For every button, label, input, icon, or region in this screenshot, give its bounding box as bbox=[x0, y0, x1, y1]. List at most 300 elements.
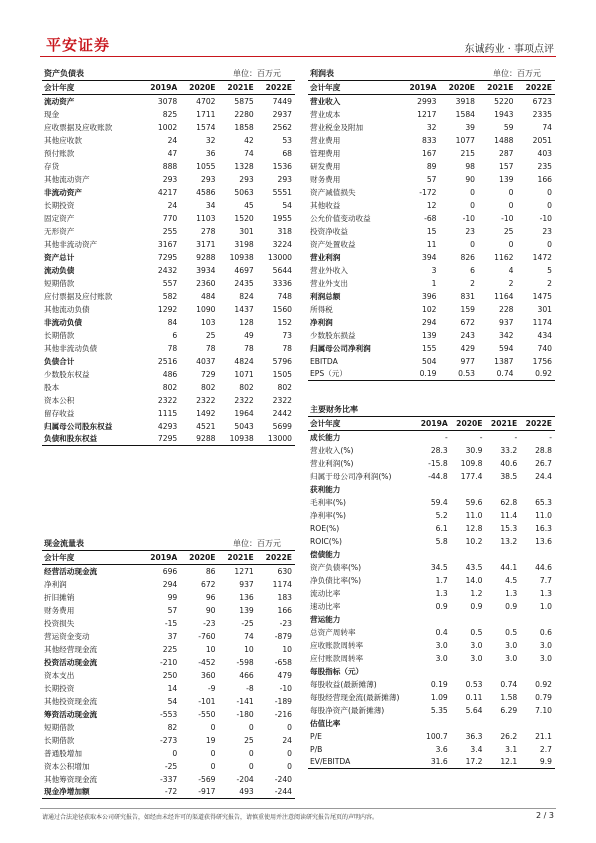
row-label: 应收票据及应收账款 bbox=[44, 122, 113, 132]
cash-flow-title: 现金流量表 bbox=[44, 539, 84, 548]
row-label: 应付账款周转率 bbox=[310, 653, 364, 663]
row-value: 10938 bbox=[229, 252, 254, 262]
row-value: - bbox=[445, 432, 448, 442]
row-value: 10 bbox=[244, 644, 254, 654]
row-value: 0.74 bbox=[500, 679, 518, 689]
row-value: 4.5 bbox=[505, 575, 518, 585]
row-value: 396 bbox=[422, 291, 437, 301]
row-value: -10 bbox=[539, 213, 552, 223]
header-year: 2021E bbox=[219, 81, 257, 95]
row-value: 5.35 bbox=[430, 705, 448, 715]
row-value: 1505 bbox=[272, 369, 292, 379]
row-value: 7.7 bbox=[539, 575, 552, 585]
row-label: 其他收益 bbox=[310, 200, 341, 210]
row-label: 应付票据及应付账款 bbox=[44, 291, 113, 301]
row-value: 1217 bbox=[417, 109, 437, 119]
table-row bbox=[42, 199, 295, 212]
row-value bbox=[520, 548, 555, 561]
row-value: 139 bbox=[239, 605, 254, 615]
table-row bbox=[42, 134, 295, 147]
row-value: 2.7 bbox=[539, 744, 552, 754]
row-value: 34.5 bbox=[430, 562, 448, 572]
row-value: 25 bbox=[503, 226, 514, 236]
row-value: 3224 bbox=[272, 239, 292, 249]
row-value bbox=[520, 717, 555, 730]
row-value: 10938 bbox=[219, 433, 257, 446]
table-row bbox=[308, 470, 555, 483]
row-value: - bbox=[549, 432, 552, 442]
row-value: 42 bbox=[244, 135, 254, 145]
row-value: 44.6 bbox=[535, 562, 552, 572]
row-value: 84 bbox=[167, 317, 178, 327]
row-value: -23 bbox=[279, 618, 292, 628]
table-header-row bbox=[308, 417, 555, 431]
row-value: 23 bbox=[542, 226, 552, 236]
row-label: 少数股东损益 bbox=[310, 330, 356, 340]
row-value bbox=[451, 717, 486, 730]
row-label: 其他应收款 bbox=[44, 135, 82, 145]
row-label: 总资产周转率 bbox=[310, 627, 356, 637]
row-value: 4702 bbox=[196, 96, 216, 106]
table-row bbox=[308, 121, 555, 134]
row-value: 278 bbox=[201, 226, 216, 236]
row-value: 36.3 bbox=[465, 731, 483, 741]
table-row bbox=[42, 591, 295, 604]
row-value: 1711 bbox=[196, 109, 216, 119]
row-value: 250 bbox=[162, 670, 178, 680]
row-value: -550 bbox=[198, 709, 216, 719]
row-value: 2 bbox=[470, 278, 475, 288]
row-value: 0.11 bbox=[465, 692, 483, 702]
table-row bbox=[308, 587, 555, 600]
row-value: 6.1 bbox=[435, 523, 448, 533]
row-value: 1.7 bbox=[435, 575, 448, 585]
row-value: 0.53 bbox=[440, 368, 479, 381]
row-value: 1.09 bbox=[430, 692, 448, 702]
table-row bbox=[308, 483, 555, 496]
row-value: 1162 bbox=[494, 252, 514, 262]
row-label: 资产总计 bbox=[44, 252, 75, 262]
table-row bbox=[42, 212, 295, 225]
row-value bbox=[451, 613, 486, 626]
table-row bbox=[42, 747, 295, 760]
row-value: 24 bbox=[167, 135, 178, 145]
row-label: 流动比率 bbox=[310, 588, 341, 598]
row-label: 营业收入(%) bbox=[310, 445, 354, 455]
row-value bbox=[486, 613, 521, 626]
row-value: 6.29 bbox=[500, 705, 518, 715]
row-value: 54 bbox=[282, 200, 292, 210]
row-label: 资产减值损失 bbox=[310, 187, 356, 197]
row-value: 4 bbox=[508, 265, 514, 275]
row-value: 3.6 bbox=[435, 744, 448, 754]
row-value: 630 bbox=[277, 566, 292, 576]
row-label: 净负债比率(%) bbox=[310, 575, 362, 585]
row-value: 831 bbox=[460, 291, 475, 301]
row-value: 0 bbox=[508, 187, 514, 197]
row-value: 47 bbox=[167, 148, 178, 158]
table-row bbox=[42, 734, 295, 747]
row-value: 5699 bbox=[272, 421, 292, 431]
row-value bbox=[486, 548, 521, 561]
row-value: 2322 bbox=[196, 395, 216, 405]
row-value: 0 bbox=[508, 239, 514, 249]
row-value: 1437 bbox=[234, 304, 254, 314]
row-value: 1090 bbox=[196, 304, 216, 314]
company-logo: 平安证券 bbox=[46, 36, 111, 54]
table-row bbox=[42, 381, 295, 394]
row-label: 营运资金变动 bbox=[44, 631, 90, 641]
row-label: 少数股东权益 bbox=[44, 369, 90, 379]
row-value: 318 bbox=[277, 226, 292, 236]
row-value: 0.92 bbox=[517, 368, 556, 381]
row-value: 32 bbox=[426, 122, 437, 132]
row-label: 经营活动现金流 bbox=[44, 566, 98, 576]
row-label: 资产处置收益 bbox=[310, 239, 356, 249]
row-value: 152 bbox=[277, 317, 292, 327]
footer-divider bbox=[40, 808, 556, 809]
row-value: -101 bbox=[198, 696, 216, 706]
row-value: 888 bbox=[162, 161, 178, 171]
row-value: 5551 bbox=[272, 187, 292, 197]
row-value: 45 bbox=[244, 200, 254, 210]
header-label: 会计年度 bbox=[308, 81, 401, 95]
row-value: 9288 bbox=[180, 433, 218, 446]
row-label: 股本 bbox=[44, 382, 60, 392]
row-value: 5.2 bbox=[435, 510, 448, 520]
row-value: 59.6 bbox=[465, 497, 483, 507]
row-label: 归属于母公司净利润(%) bbox=[310, 471, 392, 481]
table-row bbox=[308, 316, 555, 329]
row-value: 594 bbox=[499, 343, 514, 353]
row-label: EV/EBITDA bbox=[308, 756, 416, 769]
table-row bbox=[42, 565, 295, 578]
row-value: 33.2 bbox=[500, 445, 518, 455]
row-value: 434 bbox=[537, 330, 552, 340]
row-value: 3918 bbox=[455, 96, 475, 106]
row-label: 净利率(%) bbox=[310, 510, 346, 520]
row-value: 3.0 bbox=[435, 640, 448, 650]
row-value: 1943 bbox=[494, 109, 514, 119]
row-value: 0 bbox=[508, 200, 514, 210]
row-value bbox=[416, 717, 451, 730]
row-value: 1756 bbox=[532, 356, 552, 366]
row-value: 4586 bbox=[196, 187, 216, 197]
row-label: ROIC(%) bbox=[310, 536, 342, 546]
row-value: 3171 bbox=[196, 239, 216, 249]
header-year: 2021E bbox=[478, 81, 517, 95]
row-value: 1584 bbox=[455, 109, 475, 119]
row-value: 5220 bbox=[494, 96, 514, 106]
row-value: 4293 bbox=[157, 421, 178, 431]
row-value: 98 bbox=[465, 161, 475, 171]
table-row bbox=[42, 225, 295, 238]
row-value: 3 bbox=[431, 265, 437, 275]
table-row bbox=[308, 717, 555, 730]
row-value: 484 bbox=[201, 291, 216, 301]
table-row bbox=[308, 186, 555, 199]
row-value bbox=[416, 665, 451, 678]
row-label: 营业利润 bbox=[310, 252, 341, 262]
row-value: 32 bbox=[205, 135, 216, 145]
row-value: 12.8 bbox=[465, 523, 483, 533]
row-value: 937 bbox=[239, 579, 254, 589]
row-value: 159 bbox=[460, 304, 475, 314]
row-value: 0.74 bbox=[478, 368, 517, 381]
row-value: 26.2 bbox=[500, 731, 518, 741]
row-value bbox=[451, 665, 486, 678]
row-value: 1103 bbox=[196, 213, 216, 223]
table-row bbox=[308, 704, 555, 717]
row-value: 43.5 bbox=[465, 562, 483, 572]
row-value: -452 bbox=[198, 657, 216, 667]
row-value: 4037 bbox=[196, 356, 216, 366]
row-value: -25 bbox=[164, 761, 178, 771]
table-row bbox=[308, 238, 555, 251]
row-value: 1077 bbox=[455, 135, 475, 145]
row-label: 其他流动负债 bbox=[44, 304, 90, 314]
row-label: 获利能力 bbox=[310, 484, 341, 494]
income-unit: 单位：百万元 bbox=[493, 69, 541, 78]
row-value: 7295 bbox=[142, 433, 180, 446]
table-row bbox=[308, 522, 555, 535]
row-value: 1574 bbox=[196, 122, 216, 132]
row-value: 136 bbox=[239, 592, 254, 602]
row-value: 10 bbox=[205, 644, 216, 654]
row-label: 应收账款周转率 bbox=[310, 640, 364, 650]
row-value: 1488 bbox=[494, 135, 514, 145]
row-label: 利润总额 bbox=[310, 291, 341, 301]
row-value: -760 bbox=[198, 631, 216, 641]
row-value: 3078 bbox=[157, 96, 178, 106]
row-value: 825 bbox=[162, 109, 178, 119]
row-value: 25 bbox=[244, 735, 254, 745]
row-label: 其他非流动资产 bbox=[44, 239, 98, 249]
row-value: 13000 bbox=[257, 433, 295, 446]
header-year: 2022E bbox=[517, 81, 556, 95]
row-label: 财务费用 bbox=[310, 174, 341, 184]
row-value: 2442 bbox=[272, 408, 292, 418]
header-year: 2021E bbox=[486, 417, 521, 431]
row-value: -15.8 bbox=[428, 458, 448, 468]
row-value: 5644 bbox=[272, 265, 292, 275]
row-value: 1475 bbox=[532, 291, 552, 301]
table-row bbox=[308, 548, 555, 561]
row-value: 14 bbox=[167, 683, 178, 693]
row-value: 11.0 bbox=[465, 510, 483, 520]
row-value: 12 bbox=[426, 200, 437, 210]
row-value: 1955 bbox=[272, 213, 292, 223]
row-value: 25 bbox=[205, 330, 216, 340]
row-value: 672 bbox=[201, 579, 216, 589]
row-value: 19 bbox=[205, 735, 216, 745]
row-value: -204 bbox=[236, 774, 254, 784]
row-value: 74 bbox=[244, 631, 254, 641]
row-value bbox=[416, 613, 451, 626]
row-value: 4217 bbox=[157, 187, 178, 197]
table-row bbox=[42, 329, 295, 342]
row-value: 0.9 bbox=[470, 601, 483, 611]
row-value: 0.9 bbox=[435, 601, 448, 611]
row-value: 1.3 bbox=[539, 588, 552, 598]
table-row bbox=[308, 251, 555, 264]
table-row bbox=[308, 225, 555, 238]
table-row bbox=[42, 617, 295, 630]
row-value: 3198 bbox=[234, 239, 254, 249]
row-value: 82 bbox=[167, 722, 178, 732]
row-value: 937 bbox=[499, 317, 514, 327]
row-value: 294 bbox=[422, 317, 437, 327]
table-row bbox=[308, 147, 555, 160]
row-label: 长期借款 bbox=[44, 735, 75, 745]
table-row bbox=[308, 173, 555, 186]
row-value: 17.2 bbox=[451, 756, 486, 769]
row-value: 770 bbox=[162, 213, 178, 223]
row-value: 3.0 bbox=[539, 640, 552, 650]
row-value: 3.0 bbox=[470, 640, 483, 650]
table-row bbox=[308, 95, 555, 108]
row-value bbox=[451, 483, 486, 496]
row-value: 155 bbox=[422, 343, 437, 353]
row-value: 86 bbox=[205, 566, 216, 576]
row-value: -10 bbox=[462, 213, 475, 223]
table-row bbox=[42, 708, 295, 721]
row-value: 740 bbox=[537, 343, 552, 353]
row-value: 342 bbox=[499, 330, 514, 340]
row-value: 90 bbox=[465, 174, 475, 184]
table-row bbox=[308, 678, 555, 691]
row-value: 30.9 bbox=[465, 445, 483, 455]
row-value: 11 bbox=[426, 239, 437, 249]
row-value: 802 bbox=[277, 382, 292, 392]
row-value: -44.8 bbox=[428, 471, 448, 481]
table-row bbox=[42, 342, 295, 355]
row-label: 无形资产 bbox=[44, 226, 75, 236]
row-value: 100.7 bbox=[426, 731, 448, 741]
row-value: 1858 bbox=[234, 122, 254, 132]
table-row bbox=[42, 95, 295, 108]
table-row bbox=[42, 760, 295, 773]
row-value: 360 bbox=[201, 670, 216, 680]
row-value: 2435 bbox=[234, 278, 254, 288]
row-value: 0.19 bbox=[430, 679, 448, 689]
row-label: 非流动资产 bbox=[44, 187, 82, 197]
row-value: 833 bbox=[422, 135, 437, 145]
row-value: 2280 bbox=[234, 109, 254, 119]
row-value: 802 bbox=[162, 382, 178, 392]
row-value: 293 bbox=[162, 174, 178, 184]
row-value: 301 bbox=[239, 226, 254, 236]
row-value: -210 bbox=[160, 657, 178, 667]
row-value: -917 bbox=[180, 786, 218, 799]
row-value: 57 bbox=[167, 605, 178, 615]
row-value: 7.10 bbox=[535, 705, 552, 715]
row-label: 短期借款 bbox=[44, 278, 75, 288]
row-value: 1328 bbox=[234, 161, 254, 171]
row-value: 26.7 bbox=[535, 458, 552, 468]
row-value: -172 bbox=[419, 187, 437, 197]
row-value: 166 bbox=[537, 174, 552, 184]
row-value: 44.1 bbox=[500, 562, 518, 572]
row-label: EPS（元） bbox=[308, 368, 401, 381]
table-row bbox=[42, 630, 295, 643]
row-value: 11.0 bbox=[535, 510, 552, 520]
table-row bbox=[42, 355, 295, 368]
row-value: -879 bbox=[274, 631, 292, 641]
row-value: 6 bbox=[172, 330, 178, 340]
row-label: 资产负债率(%) bbox=[310, 562, 362, 572]
table-row bbox=[308, 290, 555, 303]
row-value: 103 bbox=[201, 317, 216, 327]
row-value: 31.6 bbox=[416, 756, 451, 769]
row-label: 存货 bbox=[44, 161, 60, 171]
header-label: 会计年度 bbox=[308, 417, 416, 431]
row-value: -553 bbox=[160, 709, 178, 719]
row-label: 每股收益(最新摊薄) bbox=[310, 679, 377, 689]
row-value: -15 bbox=[164, 618, 178, 628]
row-value: 13.2 bbox=[500, 536, 518, 546]
row-value bbox=[520, 665, 555, 678]
row-value: 0.6 bbox=[539, 627, 552, 637]
row-value: -10 bbox=[279, 683, 292, 693]
row-value: -10 bbox=[501, 213, 514, 223]
row-value: 54 bbox=[167, 696, 178, 706]
row-value: 28.3 bbox=[430, 445, 448, 455]
row-value: 3.0 bbox=[470, 653, 483, 663]
table-row bbox=[308, 756, 555, 769]
row-value: 1.58 bbox=[500, 692, 518, 702]
row-value: -240 bbox=[274, 774, 292, 784]
table-row bbox=[42, 433, 295, 446]
cash-flow-table bbox=[42, 550, 295, 799]
table-row bbox=[308, 431, 555, 444]
row-value: 5875 bbox=[234, 96, 254, 106]
balance-sheet bbox=[42, 66, 295, 446]
row-value: 0 bbox=[470, 239, 475, 249]
header-year: 2022E bbox=[257, 551, 295, 565]
row-value: 1.3 bbox=[505, 588, 518, 598]
row-label: 其他投资现金流 bbox=[44, 696, 98, 706]
row-label: 投资损失 bbox=[44, 618, 75, 628]
table-row bbox=[308, 329, 555, 342]
row-value: 177.4 bbox=[460, 471, 483, 481]
row-label: 负债合计 bbox=[44, 356, 75, 366]
row-label: 研发费用 bbox=[310, 161, 341, 171]
table-row bbox=[42, 121, 295, 134]
table-row bbox=[308, 561, 555, 574]
row-value: 826 bbox=[460, 252, 475, 262]
table-row bbox=[308, 639, 555, 652]
table-row bbox=[42, 251, 295, 264]
row-value: 0 bbox=[248, 761, 254, 771]
row-label: 财务费用 bbox=[44, 605, 75, 615]
row-value: 7449 bbox=[272, 96, 292, 106]
row-label: 偿债能力 bbox=[310, 549, 341, 559]
row-value bbox=[416, 548, 451, 561]
row-value: 1.2 bbox=[470, 588, 483, 598]
table-row bbox=[308, 496, 555, 509]
row-label: ROE(%) bbox=[310, 523, 340, 533]
row-value: - bbox=[479, 432, 483, 442]
table-row bbox=[308, 108, 555, 121]
row-value: 1174 bbox=[532, 317, 552, 327]
row-value bbox=[486, 665, 521, 678]
row-value: 15 bbox=[426, 226, 437, 236]
row-value: 16.3 bbox=[535, 523, 552, 533]
row-value: 3336 bbox=[272, 278, 292, 288]
row-value: 0 bbox=[547, 187, 552, 197]
row-value: 729 bbox=[201, 369, 216, 379]
